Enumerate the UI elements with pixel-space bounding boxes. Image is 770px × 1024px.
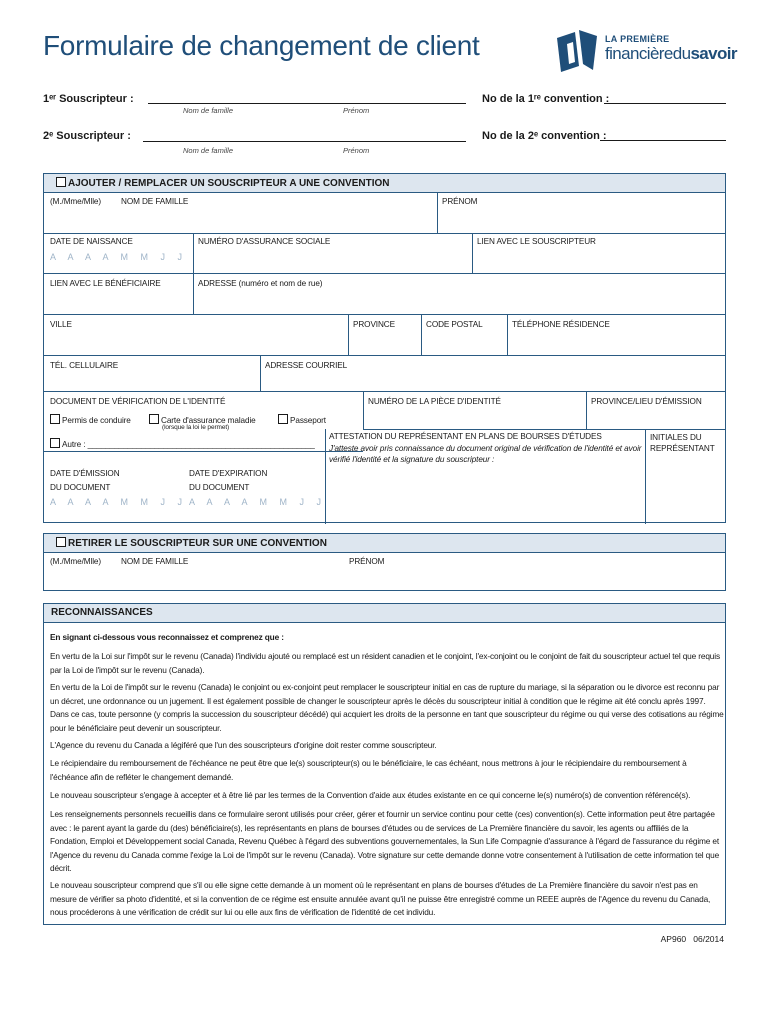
ack-paragraph-7: Le nouveau souscripteur comprend que s'il ou elle signe cette demande à un moment où le représentant en plans de bourses d'études de La Première financière du savoir n'est pas en mesure de vérifier sa photo d'identité, et si la convention de ce régime est ensuite annulée avant qu'il ne puisse être enregistré comme un REEE auprès de l'Agence du revenu du Canada, nous procéderons à une vérification de crédit sur lui ou elle aux fins de vérification de l'identité de cet individu. (50, 880, 711, 918)
ack-section-header (44, 604, 725, 623)
convention-1-label: No de la 1ʳᵉ convention : (482, 93, 610, 105)
initials-label: INITIALES DU REPRÉSENTANT (650, 433, 715, 453)
remove-subscriber-checkbox[interactable] (56, 537, 66, 547)
option-health-card[interactable]: Carte d'assurance maladie (149, 414, 256, 425)
logo-wordmark: financièredusavoir (605, 44, 737, 63)
attestation-title: ATTESTATION DU REPRÉSENTANT EN PLANS DE BOURSES D'ÉTUDES (329, 432, 602, 441)
subscriber-2-field[interactable] (143, 141, 466, 142)
remove-section-header (44, 534, 725, 553)
last-name-label: NOM DE FAMILLE (121, 197, 189, 206)
add-subscriber-checkbox[interactable] (56, 177, 66, 187)
issue-date-label: DATE D'ÉMISSION (50, 469, 120, 478)
page-title: Formulaire de changement de client (43, 30, 480, 61)
id-number-label: NUMÉRO DE LA PIÈCE D'IDENTITÉ (368, 397, 501, 406)
convention-2-field[interactable] (600, 140, 726, 141)
option-other[interactable]: Autre : ___________________________________________________ (50, 438, 315, 449)
remove-section-title: RETIRER LE SOUSCRIPTEUR SUR UNE CONVENTION (68, 538, 327, 549)
id-province-label: PROVINCE/LIEU D'ÉMISSION (591, 397, 702, 406)
ack-paragraph-5: Le nouveau souscripteur s'engage à accepter et à être lié par les termes de la Convention d'aide aux études existante en ce qui concerne le(s) numéro(s) de convention référencé(s). (50, 790, 691, 800)
subscriber-1-field[interactable] (148, 103, 466, 104)
email-label: ADRESSE COURRIEL (265, 361, 348, 370)
postal-code-label: CODE POSTAL (426, 320, 483, 329)
hint-last-name-2: Nom de famille (183, 146, 234, 155)
civility-label: (M./Mme/Mlle) (50, 197, 102, 206)
province-label: PROVINCE (353, 320, 395, 329)
remove-first-name-label: PRÉNOM (349, 557, 385, 566)
ack-paragraph-1: En vertu de la Loi sur l'impôt sur le revenu (Canada) l'individu ajouté ou remplacé est un résident canadien et le conjoint, l'ex-conjoint ou le conjoint de fait du souscripteur actuel tel que requis par la Loi de l'impôt sur le revenu (Canada). (50, 651, 720, 675)
remove-last-name-label: NOM DE FAMILLE (121, 557, 189, 566)
ack-intro: En signant ci-dessous vous reconnaissez et comprenez que : (50, 632, 284, 642)
logo-mark-icon (553, 28, 601, 76)
ack-paragraph-4: Le récipiendaire du remboursement de l'échéance ne peut être que le(s) souscripteur(s) ou le bénéficiaire, le cas échéant, nous mettrons à jour le récipiendaire du remboursement à l'échéance afin de refléter le changement demandé. (50, 758, 687, 782)
remove-civility-label: (M./Mme/Mlle) (50, 557, 102, 566)
ack-title: RECONNAISSANCES (51, 607, 153, 618)
ack-paragraph-6: Les renseignements personnels recueillis dans ce formulaire seront utilisés pour créer, gérer et fournir un service continu pour cette (ces) convention(s). Cette information peut être partagée avec : le parent ayant la garde du (des) bénéficiaire(s), les représentants en plans de bourses d'études ou de services de La Première financière du savoir, les agents ou affiliés de la Fondation, Emploi et Développement social Canada, Revenu Québec à l'égard des subventions gouvernementales, la Sun Life Compagnie d'assurance à l'égard de l'assurance du régime et l'Agence du revenu du Canada comme l'exige la Loi de l'impôt sur le revenu (Canada). Votre signature sur cette demande donne votre consentement à l'utilisation de cette information tel que décrit. (50, 809, 720, 874)
option-passport[interactable]: Passeport (278, 414, 326, 425)
company-logo (553, 28, 738, 78)
expiry-of-document-label: DU DOCUMENT (189, 483, 250, 492)
hint-last-name-1: Nom de famille (183, 106, 234, 115)
expiry-date-label: DATE D'EXPIRATION (189, 469, 268, 478)
issue-of-document-label: DU DOCUMENT (50, 483, 111, 492)
license-checkbox[interactable] (50, 414, 60, 424)
ack-paragraph-3: L'Agence du revenu du Canada a légiféré que l'un des souscripteurs d'origine doit rester comme souscripteur. (50, 740, 437, 750)
passport-checkbox[interactable] (278, 414, 288, 424)
issue-date-field[interactable]: A A A A M M J J (50, 497, 188, 507)
cell-phone-label: TÉL. CELLULAIRE (50, 361, 119, 370)
subscriber-1-label: 1ᵉʳ Souscripteur : (43, 93, 134, 105)
logo-tagline: LA PREMIÈRE (605, 34, 670, 44)
add-subscriber-section (43, 173, 726, 523)
home-phone-label: TÉLÉPHONE RÉSIDENCE (512, 320, 610, 329)
form-code: AP960 06/2014 (660, 934, 724, 944)
convention-1-field[interactable] (604, 103, 726, 104)
birth-date-label: DATE DE NAISSANCE (50, 237, 133, 246)
expiry-date-field[interactable]: A A A A M M J J (189, 497, 327, 507)
remove-subscriber-section (43, 533, 726, 591)
link-subscriber-label: LIEN AVEC LE SOUSCRIPTEUR (477, 237, 596, 246)
ack-paragraph-2: En vertu de la Loi de l'impôt sur le revenu (Canada) le conjoint ou ex-conjoint peut remplacer le souscripteur initial en cas de rupture du mariage, si la séparation ou le divorce est reconnu par un décret, une ordonnance ou un jugement. Il est également possible de changer le souscripteur après le décès du souscripteur initial à condition que le régime ait été conclu après 1997. Dans ce cas, toute personne (y compris la succession du souscripteur décédé) qui acquiert les droits de la personne en tant que souscripteur du régime ou qui verse des cotisations au régime pour le bénéficiaire peut devenir un souscripteur. (50, 682, 724, 733)
add-section-header (44, 174, 725, 193)
hint-first-name-2: Prénom (343, 146, 370, 155)
health-card-checkbox[interactable] (149, 414, 159, 424)
address-label: ADRESSE (numéro et nom de rue) (198, 279, 323, 288)
other-checkbox[interactable] (50, 438, 60, 448)
id-document-label: DOCUMENT DE VÉRIFICATION DE L'IDENTITÉ (50, 397, 226, 406)
city-label: VILLE (50, 320, 72, 329)
link-beneficiary-label: LIEN AVEC LE BÉNÉFICIAIRE (50, 279, 161, 288)
birth-date-field[interactable]: A A A A M M J J (50, 252, 188, 262)
attestation-text: J'atteste avoir pris connaissance du document original de vérification de l'identité et avoir vérifié l'identité et la signature du souscripteur : (329, 444, 642, 464)
option-license[interactable]: Permis de conduire (50, 414, 131, 425)
hint-first-name-1: Prénom (343, 106, 370, 115)
first-name-label: PRÉNOM (442, 197, 478, 206)
health-card-note: (lorsque la loi le permet) (162, 424, 230, 431)
add-section-title: AJOUTER / REMPLACER UN SOUSCRIPTEUR A UNE CONVENTION (68, 178, 390, 189)
sin-label: NUMÉRO D'ASSURANCE SOCIALE (198, 237, 331, 246)
convention-2-label: No de la 2ᵉ convention : (482, 130, 607, 142)
subscriber-2-label: 2ᵉ Souscripteur : (43, 130, 131, 142)
